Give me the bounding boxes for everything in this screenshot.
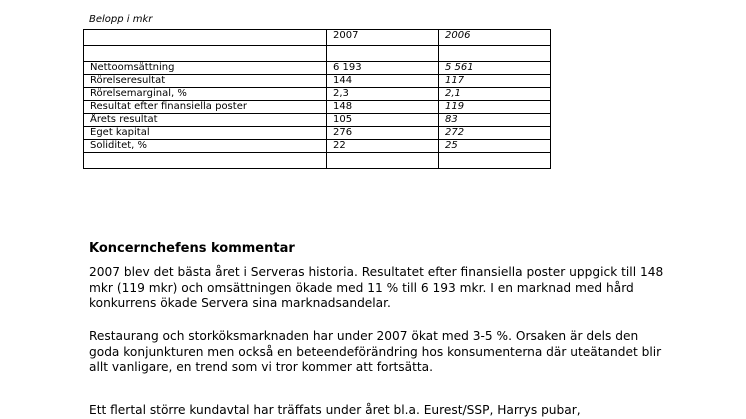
row-value-2006: 117: [439, 75, 551, 88]
row-value-2007: 276: [327, 127, 439, 140]
table-row: [84, 140, 551, 153]
row-label: Eget kapital: [84, 127, 327, 140]
row-value-2006: 25: [439, 140, 551, 153]
row-value-2006: 272: [439, 127, 551, 140]
row-value-2007: 144: [327, 75, 439, 88]
row-value-2007: 148: [327, 101, 439, 114]
row-label: Rörelsemarginal, %: [84, 88, 327, 101]
row-label: Rörelseresultat: [84, 75, 327, 88]
table-row: [84, 88, 551, 101]
header-2006-cell: 2006: [439, 30, 551, 46]
row-value-2006: 2,1: [439, 88, 551, 101]
table-header-row: [84, 30, 551, 46]
row-label: Soliditet, %: [84, 140, 327, 153]
row-label: Årets resultat: [84, 114, 327, 127]
table-row: [84, 114, 551, 127]
row-value-2006: 5 561: [439, 62, 551, 75]
financial-table: [83, 29, 551, 169]
row-label: Resultat efter finansiella poster: [84, 101, 327, 114]
table-row: [84, 75, 551, 88]
paragraph: 2007 blev det bästa året i Serveras historia. Resultatet efter finansiella poster uppgick till 148 mkr (119 mkr) och omsättningen ökade med 11 % till 6 193 mkr. I en marknad med hård konkurrens ökade Servera sina marknadsandelar.: [89, 265, 664, 310]
table-footer-row: [84, 153, 551, 169]
row-value-2007: 2,3: [327, 88, 439, 101]
table-spacer-row: [84, 46, 551, 62]
paragraph: Ett flertal större kundavtal har träffats under året bl.a. Eurest/SSP, Harrys pubar,: [89, 403, 581, 417]
table-row: [84, 101, 551, 114]
header-label-cell: [84, 30, 327, 46]
section-heading: Koncernchefens kommentar: [89, 241, 295, 256]
row-value-2007: 22: [327, 140, 439, 153]
paragraph: Restaurang och storköksmarknaden har under 2007 ökat med 3-5 %. Orsaken är dels den goda konjunkturen men också en beteendeförändring hos konsumenterna där uteätandet blir allt vanligare, en trend som vi tror kommer att fortsätta.: [89, 329, 662, 374]
row-value-2007: 105: [327, 114, 439, 127]
header-2007-cell: 2007: [327, 30, 439, 46]
row-label: Nettoomsättning: [84, 62, 327, 75]
row-value-2006: 83: [439, 114, 551, 127]
row-value-2006: 119: [439, 101, 551, 114]
table-caption: Belopp i mkr: [89, 14, 153, 25]
table-row: [84, 62, 551, 75]
row-value-2007: 6 193: [327, 62, 439, 75]
table-row: [84, 127, 551, 140]
